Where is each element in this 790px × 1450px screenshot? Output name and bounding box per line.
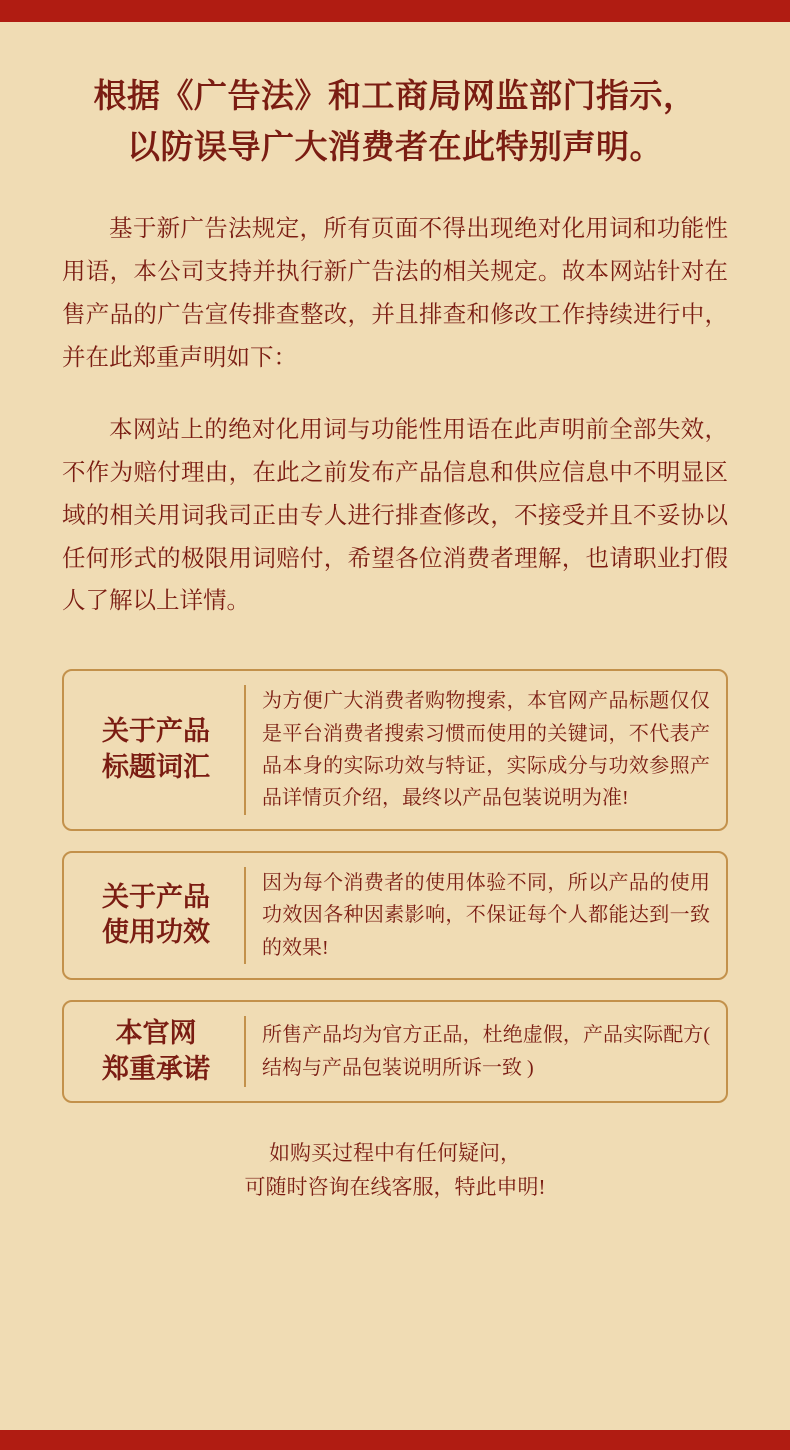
- card-title-product-title: [80, 685, 246, 815]
- top-decorative-band: [0, 0, 790, 22]
- footer-line-1: 如购买过程中有任何疑问，: [269, 1141, 521, 1166]
- statement-card-list: [62, 669, 728, 1103]
- page-title-line-1: 根据《广告法》和工商局网监部门指示，: [93, 79, 697, 115]
- card-title-line-2: 郑重承诺: [102, 1053, 210, 1084]
- footer-line-2: 可随时咨询在线客服，特此申明!: [244, 1174, 546, 1199]
- statement-card-product-title: [62, 669, 728, 831]
- paragraph-1: 基于新广告法规定，所有页面不得出现绝对化用词和功能性用语，本公司支持并执行新广告法的相关规定。故本网站针对在售产品的广告宣传排查整改，并且排查和修改工作持续进行中，并在此郑重声明如下：: [62, 216, 728, 371]
- card-body-official-promise: 所售产品均为官方正品，杜绝虚假，产品实际配方( 结构与产品包装说明所诉一致 ): [262, 1024, 710, 1079]
- page-title-line-2: 以防误导广大消费者在此特别声明。: [127, 130, 663, 167]
- paragraph-2: 本网站上的绝对化用词与功能性用语在此声明前全部失效，不作为赔付理由，在此之前发布产品信息和供应信息中不明显区域的相关用词我司正由专人进行排查修改，不接受并且不妥协以任何形式的极限用词赔付，希望各位消费者理解，也请职业打假人了解以上详情。: [62, 417, 728, 615]
- card-title-product-effect: [80, 867, 246, 964]
- card-body-product-effect: 因为每个消费者的使用体验不同，所以产品的使用功效因各种因素影响，不保证每个人都能达到一致的效果!: [262, 871, 710, 959]
- card-body-product-title: 为方便广大消费者购物搜索，本官网产品标题仅仅是平台消费者搜索习惯而使用的关键词，不代表产品本身的实际功效与特证，实际成分与功效参照产品详情页介绍，最终以产品包装说明为准!: [262, 690, 710, 810]
- card-title-line-2: 标题词汇: [102, 751, 210, 782]
- announcement-content: [0, 22, 790, 1430]
- bottom-decorative-band: [0, 1430, 790, 1450]
- card-title-official-promise: [80, 1016, 246, 1087]
- card-title-line-1: 关于产品: [102, 716, 210, 747]
- statement-card-official-promise: [62, 1000, 728, 1103]
- page-title: [62, 72, 728, 174]
- statement-card-product-effect: [62, 851, 728, 980]
- footer-note: [62, 1137, 728, 1204]
- card-title-line-1: 本官网: [115, 1017, 197, 1048]
- card-title-line-1: 关于产品: [102, 881, 210, 912]
- card-title-line-2: 使用功效: [102, 917, 210, 948]
